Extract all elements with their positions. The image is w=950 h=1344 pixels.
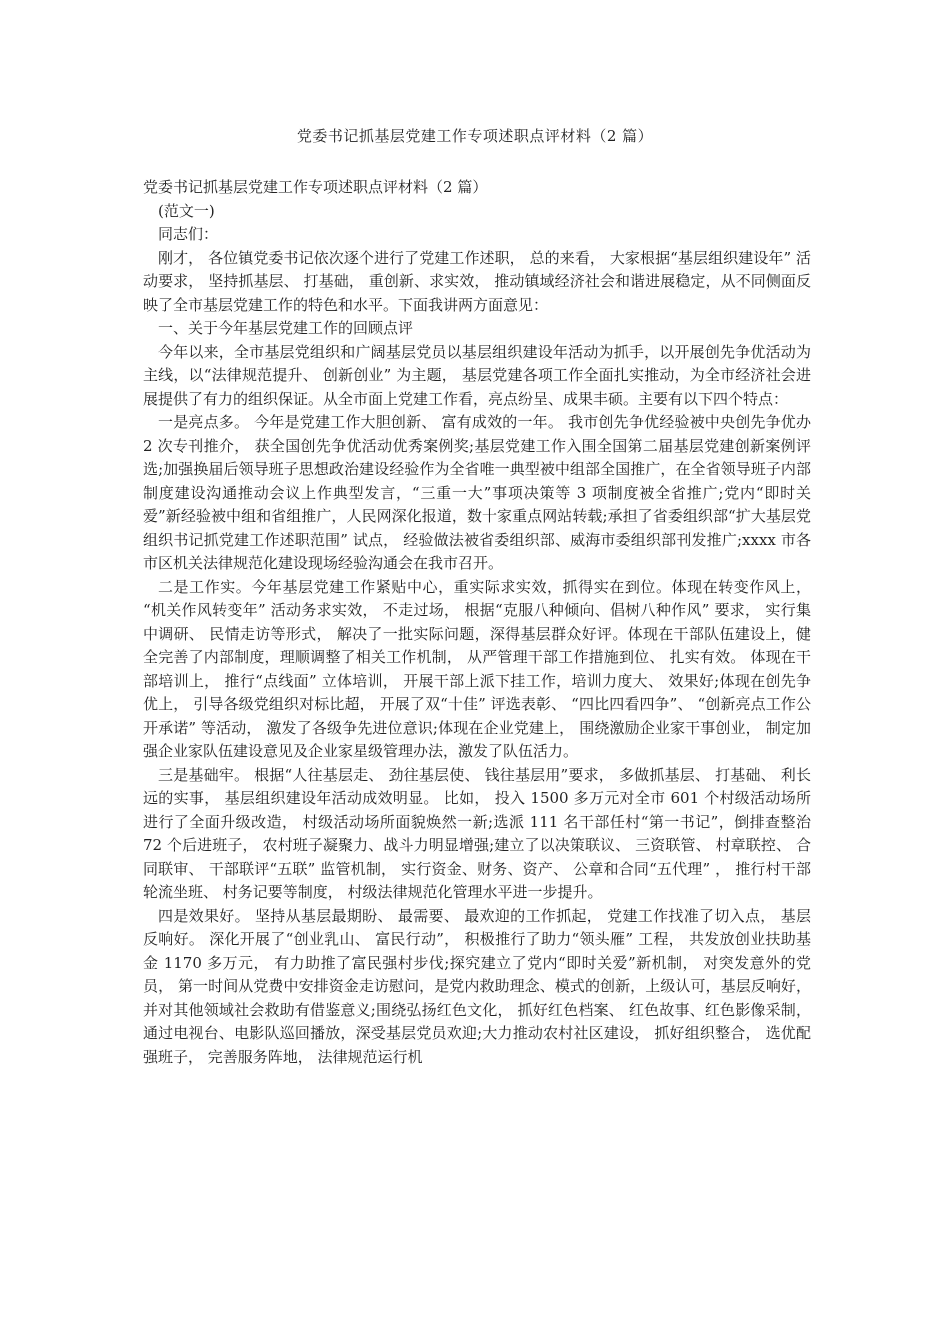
page-title: 党委书记抓基层党建工作专项述职点评材料（2 篇）: [296, 127, 654, 145]
paragraph-point-3: 三是基础牢。 根据“人往基层走、 劲往基层使、 钱往基层用”要求， 多做抓基层、 打基础、 利长远的实事， 基层组织建设年活动成效明显。 比如， 投入 1500 多万元对全市 601 个村级活动场所进行了全面升级改造， 村级活动场所面貌焕然一新;选派 111 名干部任村“第一书记”，倒排查整治 72 个后进班子， 农村班子凝聚力、战斗力明显增强;建立了以决策联议、 三资联管、 村章联控、 合同联审、 干部联评“五联” 监管机制， 实行资金、财务、资产、 公章和合同“五代理” ， 推行村干部轮流坐班、 村务记要等制度， 村级法律规范化管理水平进一步提升。: [143, 765, 811, 901]
paragraph-intro: 刚才， 各位镇党委书记依次逐个进行了党建工作述职， 总的来看， 大家根据“基层组织建设年” 活动要求， 坚持抓基层、 打基础， 重创新、求实效， 推动镇域经济社会和谐进展稳定，从不同侧面反映了全市基层党建工作的特色和水平。下面我讲两方面意见：: [143, 248, 811, 314]
document-body: [143, 176, 811, 1069]
paragraph-point-4: 四是效果好。 坚持从基层最期盼、 最需要、 最欢迎的工作抓起， 党建工作找准了切入点， 基层反响好。 深化开展了“创业乳山、 富民行动”， 积极推行了助力“领头雁” 工程， 共发放创业扶助基金 1170 多万元， 有力助推了富民强村步伐;探究建立了党内“即时关爱”新机制， 对突发意外的党员， 第一时间从党费中安排资金走访慰问，是党内救助理念、模式的创新，上级认可，基层反响好，并对其他领域社会救助有借鉴意义;围绕弘扬红色文化， 抓好红色档案、 红色故事、红色影像采制，通过电视台、电影队巡回播放，深受基层党员欢迎;大力推动农村社区建设， 抓好组织整合， 选优配强班子， 完善服务阵地， 法律规范运行机: [143, 906, 811, 1066]
sample-label: (范文一): [158, 201, 215, 220]
paragraph-point-2: 二是工作实。今年基层党建工作紧贴中心，重实际求实效，抓得实在到位。体现在转变作风上， “机关作风转变年” 活动务求实效， 不走过场， 根据“克服八种倾向、倡树八种作风” 要求， 实行集中调研、 民情走访等形式， 解决了一批实际问题，深得基层群众好评。体现在干部队伍建设上，健全完善了内部制度，理顺调整了相关工作机制， 从严管理干部工作措施到位、 扎实有效。 体现在干部培训上， 推行“点线面” 立体培训， 开展干部上派下挂工作，培训力度大、 效果好;体现在创先争优上， 引导各级党组织对标比超， 开展了双“十佳” 评选表彰、 “四比四看四争”、 “创新亮点工作公开承诺” 等活动， 激发了各级争先进位意识;体现在企业党建上， 围绕激励企业家干事创业， 制定加强企业家队伍建设意见及企业家星级管理办法，激发了队伍活力。: [143, 577, 811, 760]
section-heading-1: 一、关于今年基层党建工作的回顾点评: [158, 319, 414, 337]
paragraph-point-1: 一是亮点多。 今年是党建工作大胆创新、 富有成效的一年。 我市创先争优经验被中央创先争优办 2 次专刊推介， 获全国创先争优活动优秀案例奖;基层党建工作入围全国第二届基层党建创新案例评选;加强换届后领导班子思想政治建设经验作为全省唯一典型被中组部全国推广，在全省领导班子内部制度建设沟通推动会议上作典型发言，“三重一大”事项决策等 3 项制度被全省推广;党内“即时关爱”新经验被中组和省组推广，人民网深化报道，数十家重点网站转载;承担了省委组织部“扩大基层党组织书记抓党建工作述职范围” 试点， 经验做法被省委组织部、威海市委组织部刊发推广;xxxx 市各市区机关法律规范化建设现场经验沟通会在我市召开。: [143, 413, 811, 572]
salutation: 同志们：: [158, 225, 219, 243]
paragraph-overview: 今年以来，全市基层党组织和广阔基层党员以基层组织建设年活动为抓手，以开展创先争优活动为主线，以“法律规范提升、 创新创业” 为主题， 基层党建各项工作全面扎实推动，为全市经济社会进展提供了有力的组织保证。从全市面上党建工作看，亮点纷呈、成果丰硕。主要有以下四个特点：: [143, 342, 811, 408]
document-heading: 党委书记抓基层党建工作专项述职点评材料（2 篇）: [143, 178, 488, 196]
